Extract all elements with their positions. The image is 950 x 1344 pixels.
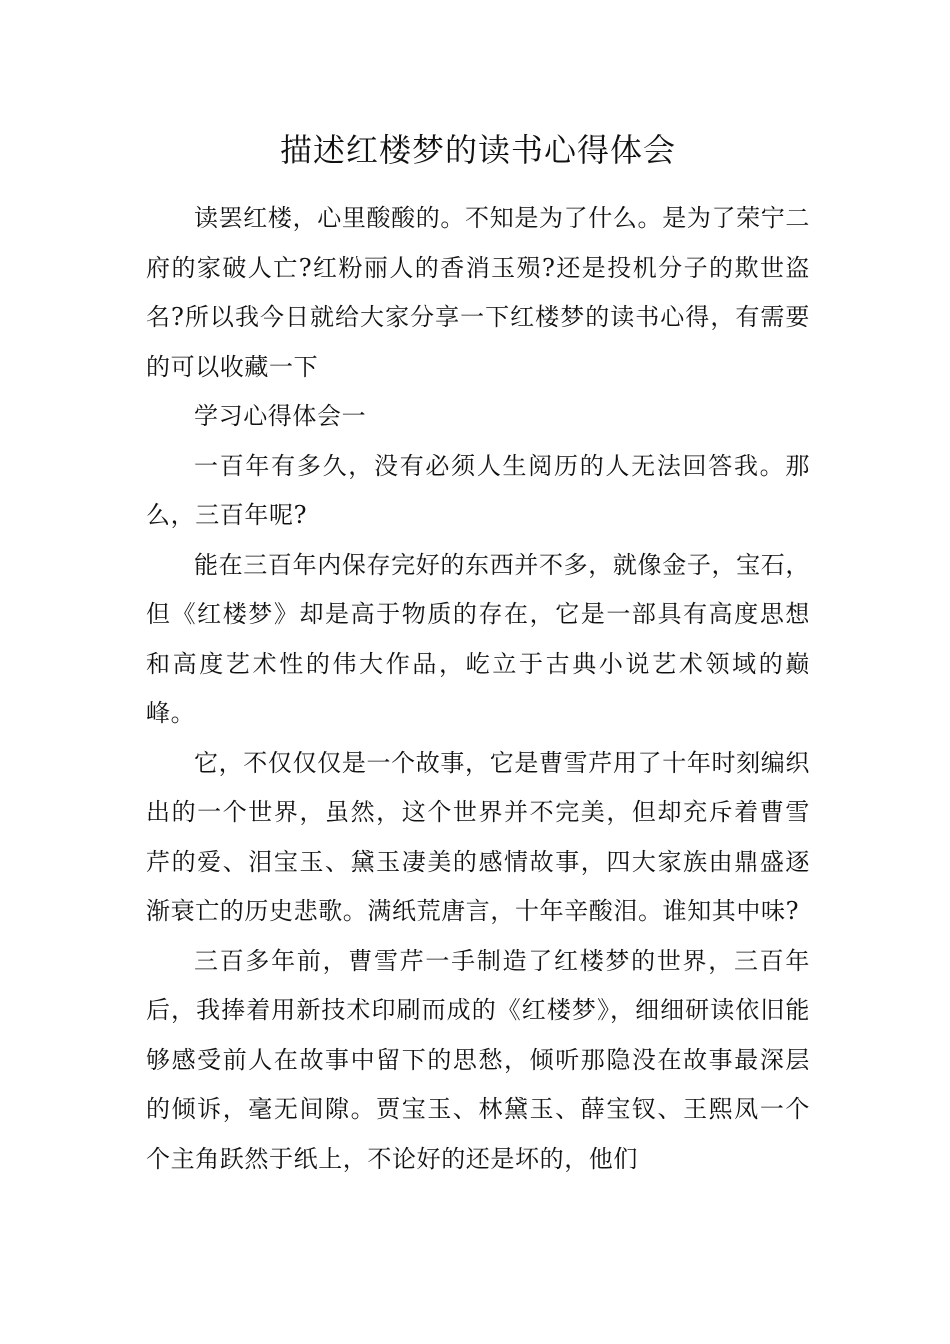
- document-title: 描述红楼梦的读书心得体会: [279, 131, 676, 169]
- section-heading: 学习心得体会一: [194, 402, 367, 430]
- paragraph-intro: 读罢红楼，心里酸酸的。不知是为了什么。是为了荣宁二府的家破人亡?红粉丽人的香消玉殒?还是投机分子的欺世盗名?所以我今日就给大家分享一下红楼梦的读书心得，有需要的可以收藏一下: [146, 204, 810, 381]
- paragraph-story-world: 它，不仅仅仅是一个故事，它是曹雪芹用了十年时刻编织出的一个世界，虽然，这个世界并不完美，但却充斥着曹雪芹的爱、泪宝玉、黛玉凄美的感情故事，四大家族由鼎盛逐渐衰亡的历史悲歌。满纸荒唐言，十年辛酸泪。谁知其中味?: [146, 748, 810, 925]
- paragraph-three-hundred-years: 能在三百年内保存完好的东西并不多，就像金子，宝石，但《红楼梦》却是高于物质的存在，它是一部具有高度思想和高度艺术性的伟大作品，屹立于古典小说艺术领域的巅峰。: [146, 550, 810, 727]
- paragraph-reading-today: 三百多年前，曹雪芹一手制造了红楼梦的世界，三百年后，我捧着用新技术印刷而成的《红楼梦》，细细研读依旧能够感受前人在故事中留下的思愁，倾听那隐没在故事最深层的倾诉，毫无间隙。贾宝玉、林黛玉、薛宝钗、王熙凤一个个主角跃然于纸上，不论好的还是坏的，他们: [146, 946, 810, 1173]
- paragraph-hundred-years: 一百年有多久，没有必须人生阅历的人无法回答我。那么，三百年呢?: [146, 451, 810, 529]
